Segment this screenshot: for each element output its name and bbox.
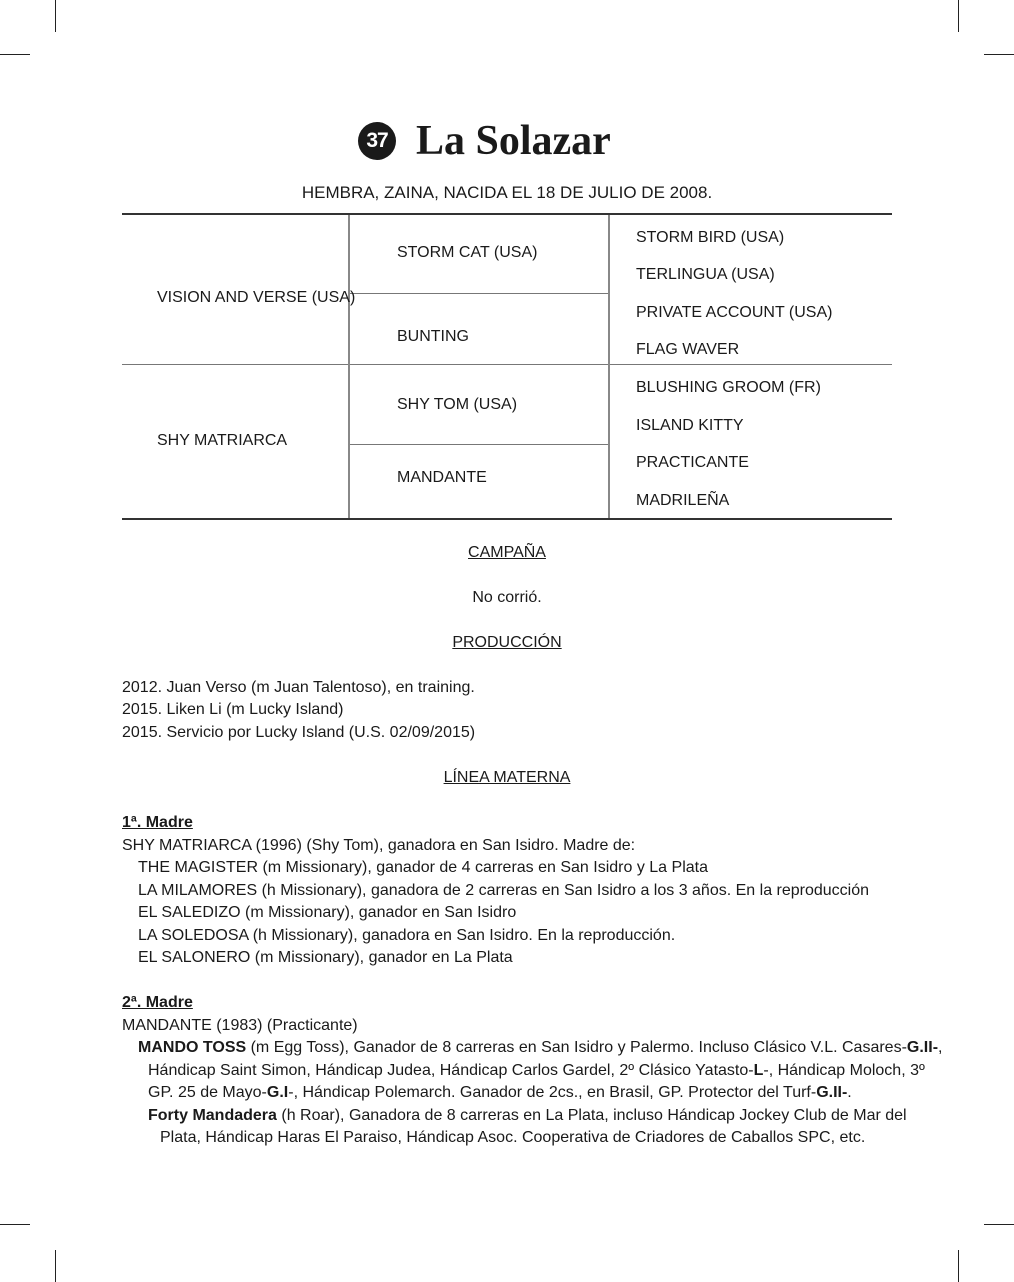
campaign-heading-text: CAMPAÑA <box>468 544 546 561</box>
crop-mark <box>55 1250 56 1282</box>
mando-toss-line <box>138 1037 942 1059</box>
second-dam-intro: MANDANTE (1983) (Practicante) <box>122 1017 358 1034</box>
gen3-ancestor: PRIVATE ACCOUNT (USA) <box>636 304 833 321</box>
horse-description: HEMBRA, ZAINA, NACIDA EL 18 DE JULIO DE 2008. <box>301 183 713 202</box>
text-run: -, Hándicap Polemarch. Ganador de 2cs., en Brasil, GP. Protector del Turf- <box>288 1084 817 1101</box>
text-run: (h Roar), Ganadora de 8 carreras en La Plata, incluso Hándicap Jockey Club de Mar del <box>276 1107 907 1124</box>
forty-mandadera-line <box>148 1105 907 1127</box>
production-item: 2015. Servicio por Lucky Island (U.S. 02/09/2015) <box>122 724 476 741</box>
production-item: 2015. Liken Li (m Lucky Island) <box>122 701 344 718</box>
production-heading-text: PRODUCCIÓN <box>452 634 562 651</box>
crop-mark <box>55 0 56 32</box>
text-run: Hándicap Saint Simon, Hándicap Judea, Hándicap Carlos Gardel, 2º Clásico Yatasto- <box>148 1062 754 1079</box>
gen3-ancestor: MADRILEÑA <box>636 492 730 509</box>
grade-label: G.II- <box>816 1084 848 1101</box>
lot-number-badge: 37 <box>358 122 396 160</box>
sire-sire: STORM CAT (USA) <box>397 244 538 261</box>
first-dam-heading: 1ª. Madre <box>122 814 193 831</box>
mando-toss-line <box>148 1060 925 1082</box>
crop-mark <box>0 1224 30 1225</box>
pedigree-divider <box>122 364 892 365</box>
offspring-line: THE MAGISTER (m Missionary), ganador de 4 carreras en San Isidro y La Plata <box>138 859 708 876</box>
gen3-ancestor: TERLINGUA (USA) <box>636 266 775 283</box>
campaign-text: No corrió. <box>472 589 542 606</box>
pedigree-divider <box>349 293 610 294</box>
pedigree-top-rule <box>122 213 892 215</box>
offspring-line: EL SALONERO (m Missionary), ganador en La Plata <box>138 949 513 966</box>
pedigree-column-rule <box>608 215 610 518</box>
offspring-name: MANDO TOSS <box>138 1039 247 1056</box>
grade-label: G.I <box>266 1084 289 1101</box>
production-heading <box>0 633 1014 653</box>
mando-toss-line <box>148 1082 852 1104</box>
pedigree-column-rule <box>348 215 350 518</box>
gen3-ancestor: BLUSHING GROOM (FR) <box>636 379 821 396</box>
sire-dam: BUNTING <box>397 328 469 345</box>
grade-label: L <box>753 1062 764 1079</box>
crop-mark <box>958 1250 959 1282</box>
grade-label: G.II- <box>906 1039 939 1056</box>
gen3-ancestor: PRACTICANTE <box>636 454 749 471</box>
first-dam-intro: SHY MATRIARCA (1996) (Shy Tom), ganadora en San Isidro. Madre de: <box>122 837 636 854</box>
pedigree-bottom-rule <box>122 518 892 520</box>
offspring-line: EL SALEDIZO (m Missionary), ganador en San Isidro <box>138 904 517 921</box>
crop-mark <box>0 54 30 55</box>
offspring-line: LA MILAMORES (h Missionary), ganadora de 2 carreras en San Isidro a los 3 años. En la reproducción <box>138 882 870 899</box>
dam: SHY MATRIARCA <box>157 432 288 449</box>
campaign-heading <box>0 543 1014 563</box>
offspring-name: Forty Mandadera <box>148 1107 277 1124</box>
forty-mandadera-line: Plata, Hándicap Haras El Paraiso, Hándicap Asoc. Cooperativa de Criadores de Caballos SPC, etc. <box>160 1129 866 1146</box>
gen3-ancestor: FLAG WAVER <box>636 341 740 358</box>
offspring-line: LA SOLEDOSA (h Missionary), ganadora en San Isidro. En la reproducción. <box>138 927 676 944</box>
gen3-ancestor: ISLAND KITTY <box>636 417 744 434</box>
second-dam-heading: 2ª. Madre <box>122 994 193 1011</box>
crop-mark <box>984 54 1014 55</box>
text-run: . <box>847 1084 852 1101</box>
horse-name: La Solazar <box>416 118 611 164</box>
pedigree-divider <box>349 444 610 445</box>
dam-sire: SHY TOM (USA) <box>397 396 518 413</box>
text-run: , <box>938 1039 943 1056</box>
text-run: GP. 25 de Mayo- <box>148 1084 267 1101</box>
gen3-ancestor: STORM BIRD (USA) <box>636 229 785 246</box>
text-run: (m Egg Toss), Ganador de 8 carreras en San Isidro y Palermo. Incluso Clásico V.L. Casares- <box>246 1039 907 1056</box>
dam-dam: MANDANTE <box>397 469 487 486</box>
text-run: -, Hándicap Moloch, 3º <box>763 1062 925 1079</box>
maternal-line-heading-text: LÍNEA MATERNA <box>443 769 571 786</box>
crop-mark <box>984 1224 1014 1225</box>
crop-mark <box>958 0 959 32</box>
production-item: 2012. Juan Verso (m Juan Talentoso), en training. <box>122 679 475 696</box>
sire: VISION AND VERSE (USA) <box>157 289 356 306</box>
maternal-line-heading <box>0 768 1014 788</box>
